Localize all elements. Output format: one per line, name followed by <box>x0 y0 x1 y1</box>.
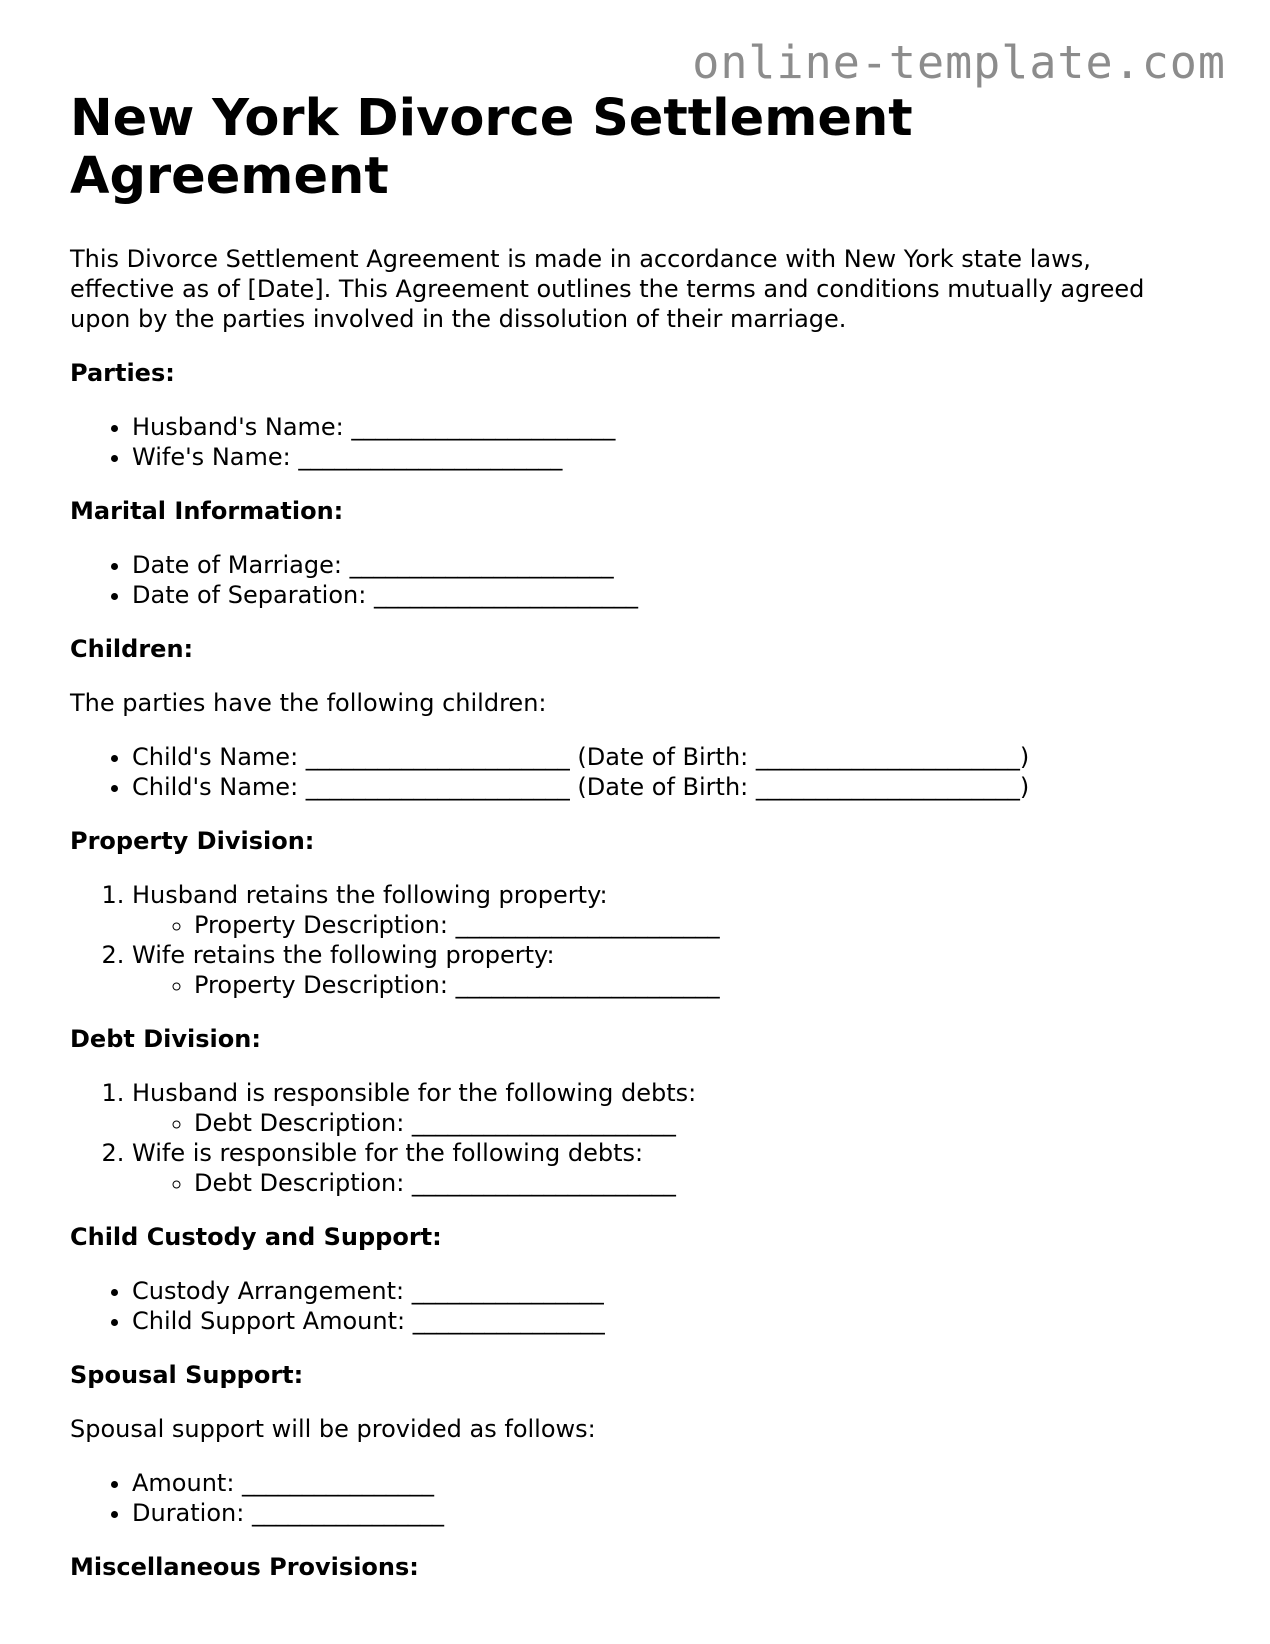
property-item-label: Husband retains the following property: <box>132 881 608 909</box>
list-item <box>132 1078 1220 1138</box>
list-item <box>132 880 1220 940</box>
list-item: • Date of Separation: ______________________ <box>132 580 1220 610</box>
spousal-heading: Spousal Support: <box>70 1361 304 1389</box>
children-heading: Children: <box>70 635 194 663</box>
spousal-text: Spousal support will be provided as follows: <box>70 1415 596 1443</box>
children-list <box>70 742 1220 802</box>
watermark: online-template.com <box>692 36 1226 89</box>
debt-heading: Debt Division: <box>70 1025 261 1053</box>
debt-item-label: Husband is responsible for the following debts: <box>132 1079 697 1107</box>
parties-heading: Parties: <box>70 359 175 387</box>
list-item: • Child's Name: ______________________ (Date of Birth: ______________________) <box>132 772 1220 802</box>
custody-heading: Child Custody and Support: <box>70 1223 442 1251</box>
sub-list-item: ◦ Debt Description: ______________________ <box>194 1168 1220 1198</box>
intro-paragraph: This Divorce Settlement Agreement is made in accordance with New York state laws, effective as of [Date]. This Agreement outlines the terms and conditions mutually agreed upon by the parties involved in the dissolution of their marriage. <box>70 245 1145 333</box>
spousal-list <box>70 1468 1220 1528</box>
list-item: • Date of Marriage: ______________________ <box>132 550 1220 580</box>
marital-list <box>70 550 1220 610</box>
marital-heading: Marital Information: <box>70 497 344 525</box>
list-item: • Amount: ________________ <box>132 1468 1220 1498</box>
children-text: The parties have the following children: <box>70 689 547 717</box>
sub-list-item: ◦ Property Description: ______________________ <box>194 970 1220 1000</box>
property-item-label: Wife retains the following property: <box>132 941 555 969</box>
list-item: • Duration: ________________ <box>132 1498 1220 1528</box>
debt-item-label: Wife is responsible for the following debts: <box>132 1139 644 1167</box>
misc-heading: Miscellaneous Provisions: <box>70 1553 419 1581</box>
property-list <box>70 880 1220 1000</box>
debt-list <box>70 1078 1220 1198</box>
list-item: • Wife's Name: ______________________ <box>132 442 1220 472</box>
sub-list-item: ◦ Debt Description: ______________________ <box>194 1108 1220 1138</box>
list-item: • Husband's Name: ______________________ <box>132 412 1220 442</box>
document-title: New York Divorce Settlement Agreement <box>70 89 913 206</box>
sub-list-item: ◦ Property Description: ______________________ <box>194 910 1220 940</box>
list-item: • Custody Arrangement: ________________ <box>132 1276 1220 1306</box>
property-heading: Property Division: <box>70 827 315 855</box>
custody-list <box>70 1276 1220 1336</box>
document-page <box>70 90 1220 1582</box>
list-item: • Child's Name: ______________________ (Date of Birth: ______________________) <box>132 742 1220 772</box>
list-item <box>132 1138 1220 1198</box>
list-item: • Child Support Amount: ________________ <box>132 1306 1220 1336</box>
parties-list <box>70 412 1220 472</box>
list-item <box>132 940 1220 1000</box>
